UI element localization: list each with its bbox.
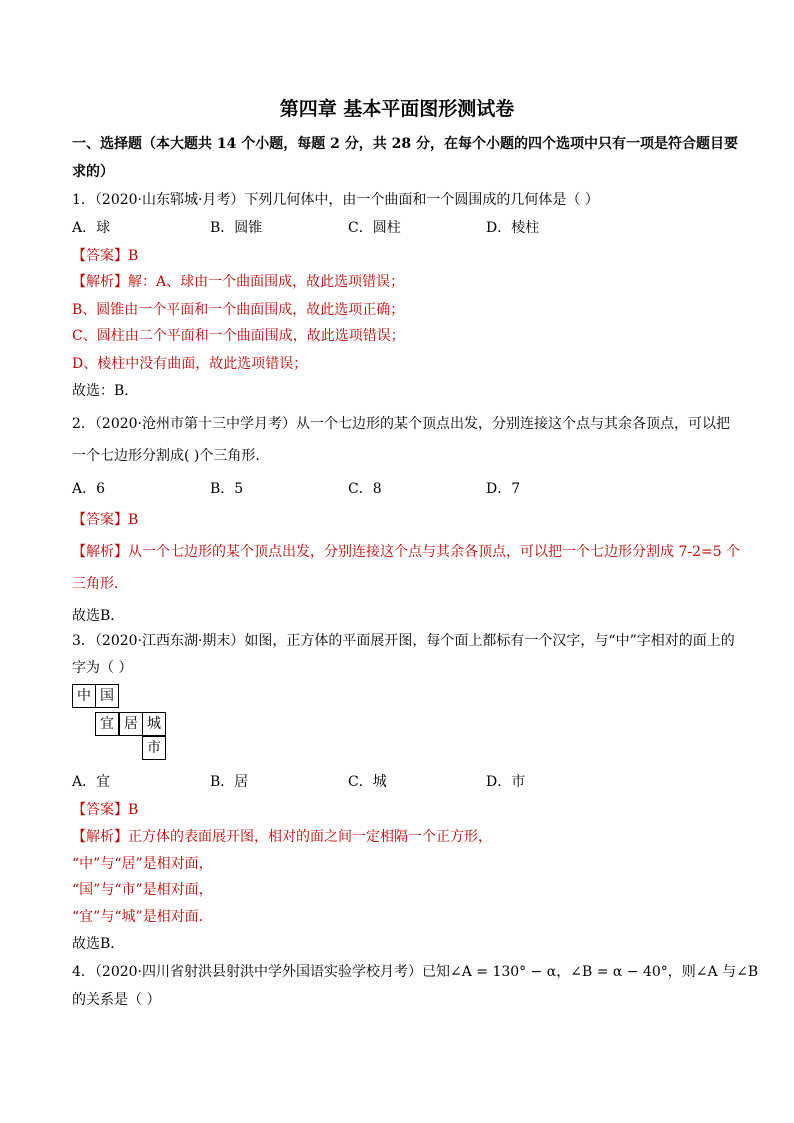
section-heading-cont: 求的） [72,164,114,180]
q1-option-b: B．圆锥 [210,220,263,236]
q2-option-a: A．6 [72,481,106,497]
q3-analysis [72,827,492,847]
q1-analysis-b: B、圆锥由一个平面和一个曲面围成，故此选项正确； [72,302,405,318]
answer-value: B [128,802,139,818]
analysis-tag: 【解析】 [72,544,128,560]
q1-analysis-d: D、棱柱中没有曲面，故此选项错误； [72,356,308,372]
net-cell: 市 [142,736,166,760]
q2-option-d: D．7 [486,481,521,497]
answer-value: B [128,512,139,528]
net-cell: 居 [119,712,143,736]
analysis-text: 正方体的表面展开图，相对的面之间一定相隔一个正方形， [128,829,492,845]
q2-option-b: B．5 [210,481,244,497]
answer-tag: 【答案】 [72,802,128,818]
q2-option-c: C．8 [348,481,382,497]
q2-stem-cont: 一个七边形分割成( )个三角形. [72,448,260,464]
q4-stem-cont: 的关系是（ ） [72,992,161,1008]
answer-value: B [128,248,139,264]
cube-net-figure [72,684,168,760]
net-cell: 城 [142,712,166,736]
analysis-text: 解：A、球由一个曲面围成，故此选项错误； [128,274,405,290]
q1-stem: 1．（2020·山东郓城·月考）下列几何体中，由一个曲面和一个圆围成的几何体是（ ） [72,192,599,208]
analysis-tag: 【解析】 [72,274,128,290]
q3-conclusion: 故选B． [72,936,125,952]
net-cell: 国 [95,684,119,708]
q1-answer [72,246,138,266]
q4-stem: 4．（2020·四川省射洪县射洪中学外国语实验学校月考）已知∠A = 130° − α，∠B = α − 40°，则∠A 与∠B [72,964,759,980]
q3-stem-cont: 字为（ ） [72,660,133,676]
q3-answer [72,800,138,820]
analysis-tag: 【解析】 [72,829,128,845]
q3-analysis-3: “国”与“市”是相对面， [72,882,213,898]
q3-option-b: B．居 [210,774,249,790]
q3-option-a: A．宜 [72,774,111,790]
q3-analysis-2: “中”与“居”是相对面， [72,856,213,872]
page-title: 第四章 基本平面图形测试卷 [279,98,515,120]
net-cell: 宜 [95,712,119,736]
analysis-text: 从一个七边形的某个顶点出发，分别连接这个点与其余各顶点，可以把一个七边形分割成 7-2=5 个 [128,544,741,560]
q3-stem: 3．（2020·江西东湖·期末）如图，正方体的平面展开图，每个面上都标有一个汉字，与“中”字相对的面上的 [72,633,735,649]
q2-answer [72,510,138,530]
q1-option-c: C．圆柱 [348,220,401,236]
net-cell: 中 [72,684,96,708]
section-heading: 一、选择题（本大题共 14 个小题，每题 2 分，共 28 分，在每个小题的四个选项中只有一项是符合题目要 [72,136,738,152]
q3-analysis-4: “宜”与“城”是相对面． [72,909,213,925]
q2-stem: 2．（2020·沧州市第十三中学月考）从一个七边形的某个顶点出发，分别连接这个点与其余各顶点，可以把 [72,416,730,432]
q3-option-c: C．城 [348,774,387,790]
q2-conclusion: 故选B． [72,608,125,624]
q1-option-a: A．球 [72,220,111,236]
q1-analysis [72,272,404,292]
q1-option-d: D．棱柱 [486,220,540,236]
q1-analysis-c: C、圆柱由二个平面和一个曲面围成，故此选项错误； [72,328,405,344]
q2-analysis-cont: 三角形． [72,576,128,592]
q1-conclusion: 故选：B． [72,383,139,399]
answer-tag: 【答案】 [72,248,128,264]
q2-analysis [72,542,740,562]
answer-tag: 【答案】 [72,512,128,528]
q3-option-d: D．市 [486,774,526,790]
